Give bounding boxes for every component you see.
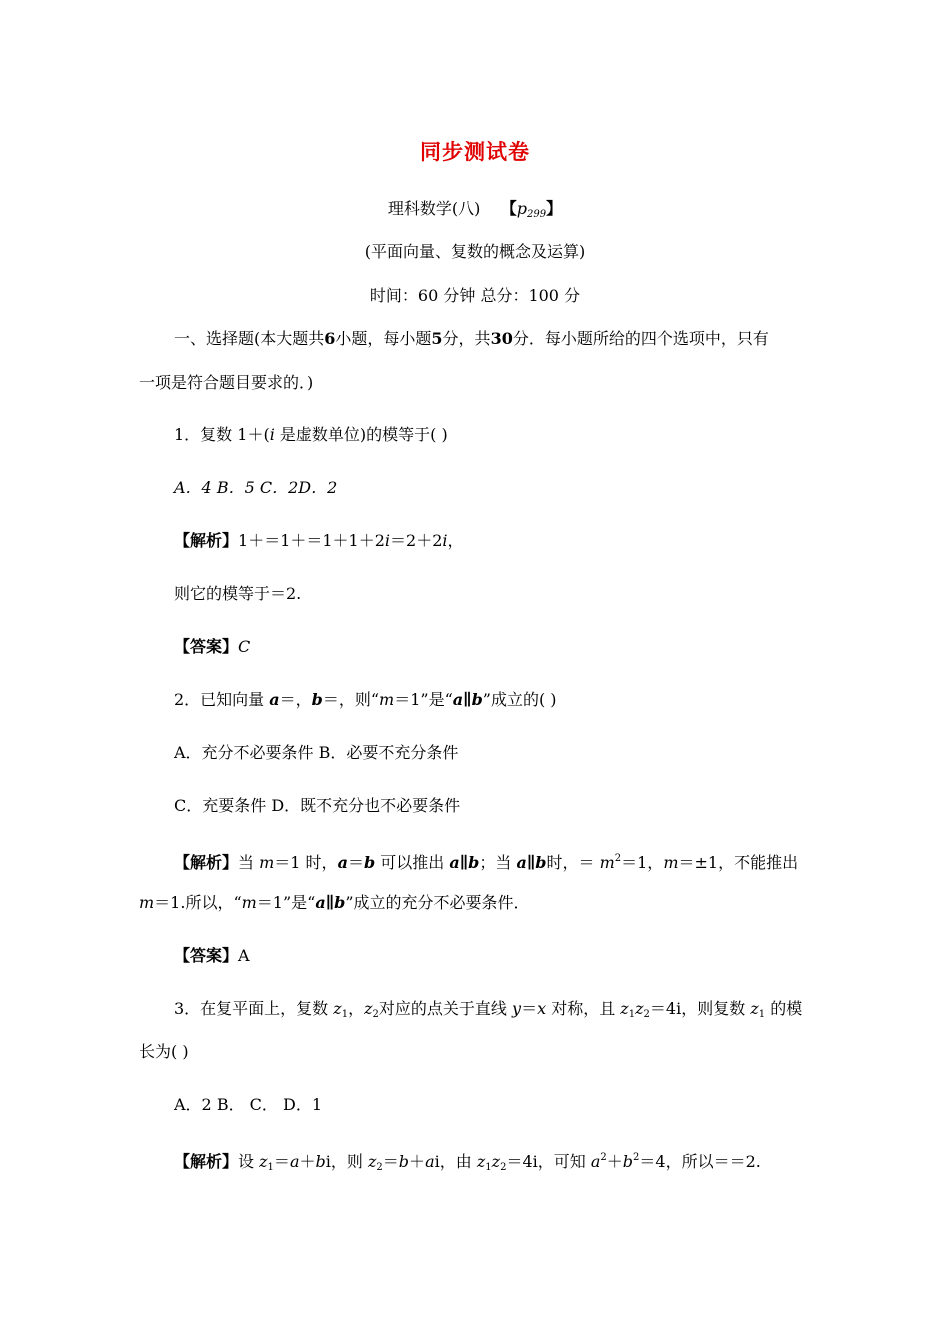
vector-a: a <box>269 690 280 709</box>
page-title: 同步测试卷 <box>420 139 530 164</box>
var-z: z <box>367 1152 377 1171</box>
var-z: z <box>333 999 342 1018</box>
superscript: 2 <box>633 1152 640 1163</box>
page-ref-open: 【 <box>500 199 517 218</box>
subscript: 2 <box>643 1009 650 1020</box>
text: ＝2＋2 <box>390 531 443 550</box>
var-a: a <box>425 1152 435 1171</box>
answer-value: A <box>238 946 250 965</box>
subscript: 1 <box>267 1162 274 1173</box>
var-m: m <box>259 853 275 872</box>
var-m: m <box>663 853 679 872</box>
var-b: b <box>398 1152 410 1171</box>
text: 分．每小题所给的四个选项中，只有 <box>512 329 769 348</box>
superscript: 2 <box>600 1152 607 1163</box>
subscript: 1 <box>341 1009 349 1020</box>
text: 分，共 <box>442 329 491 348</box>
text: ＝ <box>382 1152 399 1171</box>
text: 1＋＝1＋＝1＋1＋2 <box>238 531 385 550</box>
superscript: 2 <box>614 853 622 864</box>
var-a: a <box>289 1152 300 1171</box>
parallel-expr: a∥b <box>452 690 483 709</box>
text: 是虚数单位)的模等于( ) <box>274 425 448 444</box>
text: 当 <box>238 853 260 872</box>
subscript: 1 <box>628 1009 636 1020</box>
vector-a: a <box>337 853 348 872</box>
section-instructions-line1 <box>174 329 769 349</box>
question-1-answer <box>174 637 250 657</box>
text: ”成立的充分不必要条件． <box>345 893 530 912</box>
question-3-stem-2: 长为( ) <box>139 1042 189 1061</box>
text: ＝4i，可知 <box>506 1152 591 1171</box>
var-i: i <box>384 531 391 550</box>
text: 设 <box>238 1152 260 1171</box>
vector-b: b <box>311 690 323 709</box>
topic: (平面向量、复数的概念及运算) <box>364 242 586 261</box>
question-1-options: A．4 B．5 C．2D．2 <box>174 478 338 497</box>
vector-b: b <box>363 853 376 872</box>
text: ＋ <box>606 1152 623 1171</box>
text: ＝1.所以，“ <box>154 893 242 912</box>
var-z: z <box>259 1152 268 1171</box>
question-2-analysis <box>174 849 798 873</box>
text: ， <box>348 999 365 1018</box>
subscript: 1 <box>758 1009 766 1020</box>
text: 小题，每小题 <box>335 329 432 348</box>
text: 对称，且 <box>546 999 621 1018</box>
text: ＝±1，不能推出 <box>678 853 799 872</box>
var-z: z <box>491 1152 501 1171</box>
subscript: 2 <box>376 1162 383 1173</box>
text: 3．在复平面上，复数 <box>174 999 334 1018</box>
text: ＝1 时， <box>274 853 338 872</box>
analysis-label: 【解析】 <box>174 531 239 550</box>
question-2-options-ab: A．充分不必要条件 B．必要不充分条件 <box>174 743 459 762</box>
text: 时，＝ <box>546 853 600 872</box>
text: ＝1”是“ <box>394 690 453 709</box>
var-m: m <box>379 690 395 709</box>
text: ＝ <box>521 999 538 1018</box>
subject-line <box>0 199 950 225</box>
text: ＋ <box>299 1152 316 1171</box>
var-y: y <box>512 999 522 1018</box>
page-ref-num: 299 <box>527 209 547 220</box>
var-i: i <box>442 531 448 550</box>
parallel-expr: a∥b <box>449 853 480 872</box>
page-ref-close: 】 <box>546 199 563 218</box>
number: 30 <box>490 329 513 348</box>
text: 的模 <box>765 999 803 1018</box>
text: ＝ <box>273 1152 290 1171</box>
var-i: i <box>269 425 275 444</box>
question-3-options: A．2 B． C． D．1 <box>174 1095 323 1114</box>
section-instructions-line2: 一项是符合题目要求的．) <box>139 373 314 392</box>
var-z: z <box>635 999 644 1018</box>
answer-label: 【答案】 <box>174 637 239 656</box>
subscript: 1 <box>485 1162 492 1173</box>
text: ， <box>447 531 464 550</box>
var-b: b <box>315 1152 326 1171</box>
page-ref-p: p <box>516 199 527 218</box>
number: 6 <box>324 329 336 348</box>
var-z: z <box>620 999 629 1018</box>
answer-value: C <box>238 637 251 656</box>
var-x: x <box>537 999 547 1018</box>
number: 5 <box>431 329 443 348</box>
subscript: 2 <box>500 1162 507 1173</box>
text: ＝1， <box>621 853 664 872</box>
text: 1．复数 1＋( <box>174 425 270 444</box>
text: ＝1”是“ <box>256 893 316 912</box>
text: ＝4，所以＝＝2. <box>639 1152 761 1171</box>
text: 2．已知向量 <box>174 690 270 709</box>
subscript: 2 <box>372 1009 379 1020</box>
question-2-analysis-2 <box>139 893 530 913</box>
var-z: z <box>476 1152 486 1171</box>
text: ；当 <box>479 853 517 872</box>
var-z: z <box>364 999 373 1018</box>
answer-label: 【答案】 <box>174 946 239 965</box>
text: ”成立的( ) <box>482 690 557 709</box>
question-2-stem <box>174 690 557 710</box>
var-m: m <box>599 853 615 872</box>
text: ＝， <box>279 690 312 709</box>
question-3-stem <box>174 999 802 1025</box>
question-2-options-cd: C．充要条件 D．既不充分也不必要条件 <box>174 796 461 815</box>
var-b: b <box>622 1152 634 1171</box>
question-2-answer <box>174 946 250 966</box>
var-z: z <box>750 999 759 1018</box>
text: 对应的点关于直线 <box>378 999 513 1018</box>
parallel-expr: a∥b <box>516 853 547 872</box>
text: ＝ <box>347 853 364 872</box>
question-1-stem <box>174 425 448 445</box>
text: i，则 <box>325 1152 368 1171</box>
text: ＝，则“ <box>322 690 380 709</box>
var-m: m <box>139 893 155 912</box>
var-m: m <box>241 893 257 912</box>
time-info: 时间：60 分钟 总分：100 分 <box>369 286 581 305</box>
question-1-analysis-2: 则它的模等于＝2. <box>174 584 302 603</box>
text: 一、选择题(本大题共 <box>174 329 325 348</box>
var-a: a <box>590 1152 601 1171</box>
question-1-analysis <box>174 531 464 551</box>
text: ＋ <box>409 1152 426 1171</box>
text: 可以推出 <box>375 853 450 872</box>
subject: 理科数学(八) <box>387 199 481 218</box>
analysis-label: 【解析】 <box>174 1152 239 1171</box>
text: i，由 <box>434 1152 477 1171</box>
analysis-label: 【解析】 <box>174 853 239 872</box>
text: ＝4i，则复数 <box>649 999 751 1018</box>
question-3-analysis <box>174 1148 761 1178</box>
parallel-expr: a∥b <box>315 893 346 912</box>
